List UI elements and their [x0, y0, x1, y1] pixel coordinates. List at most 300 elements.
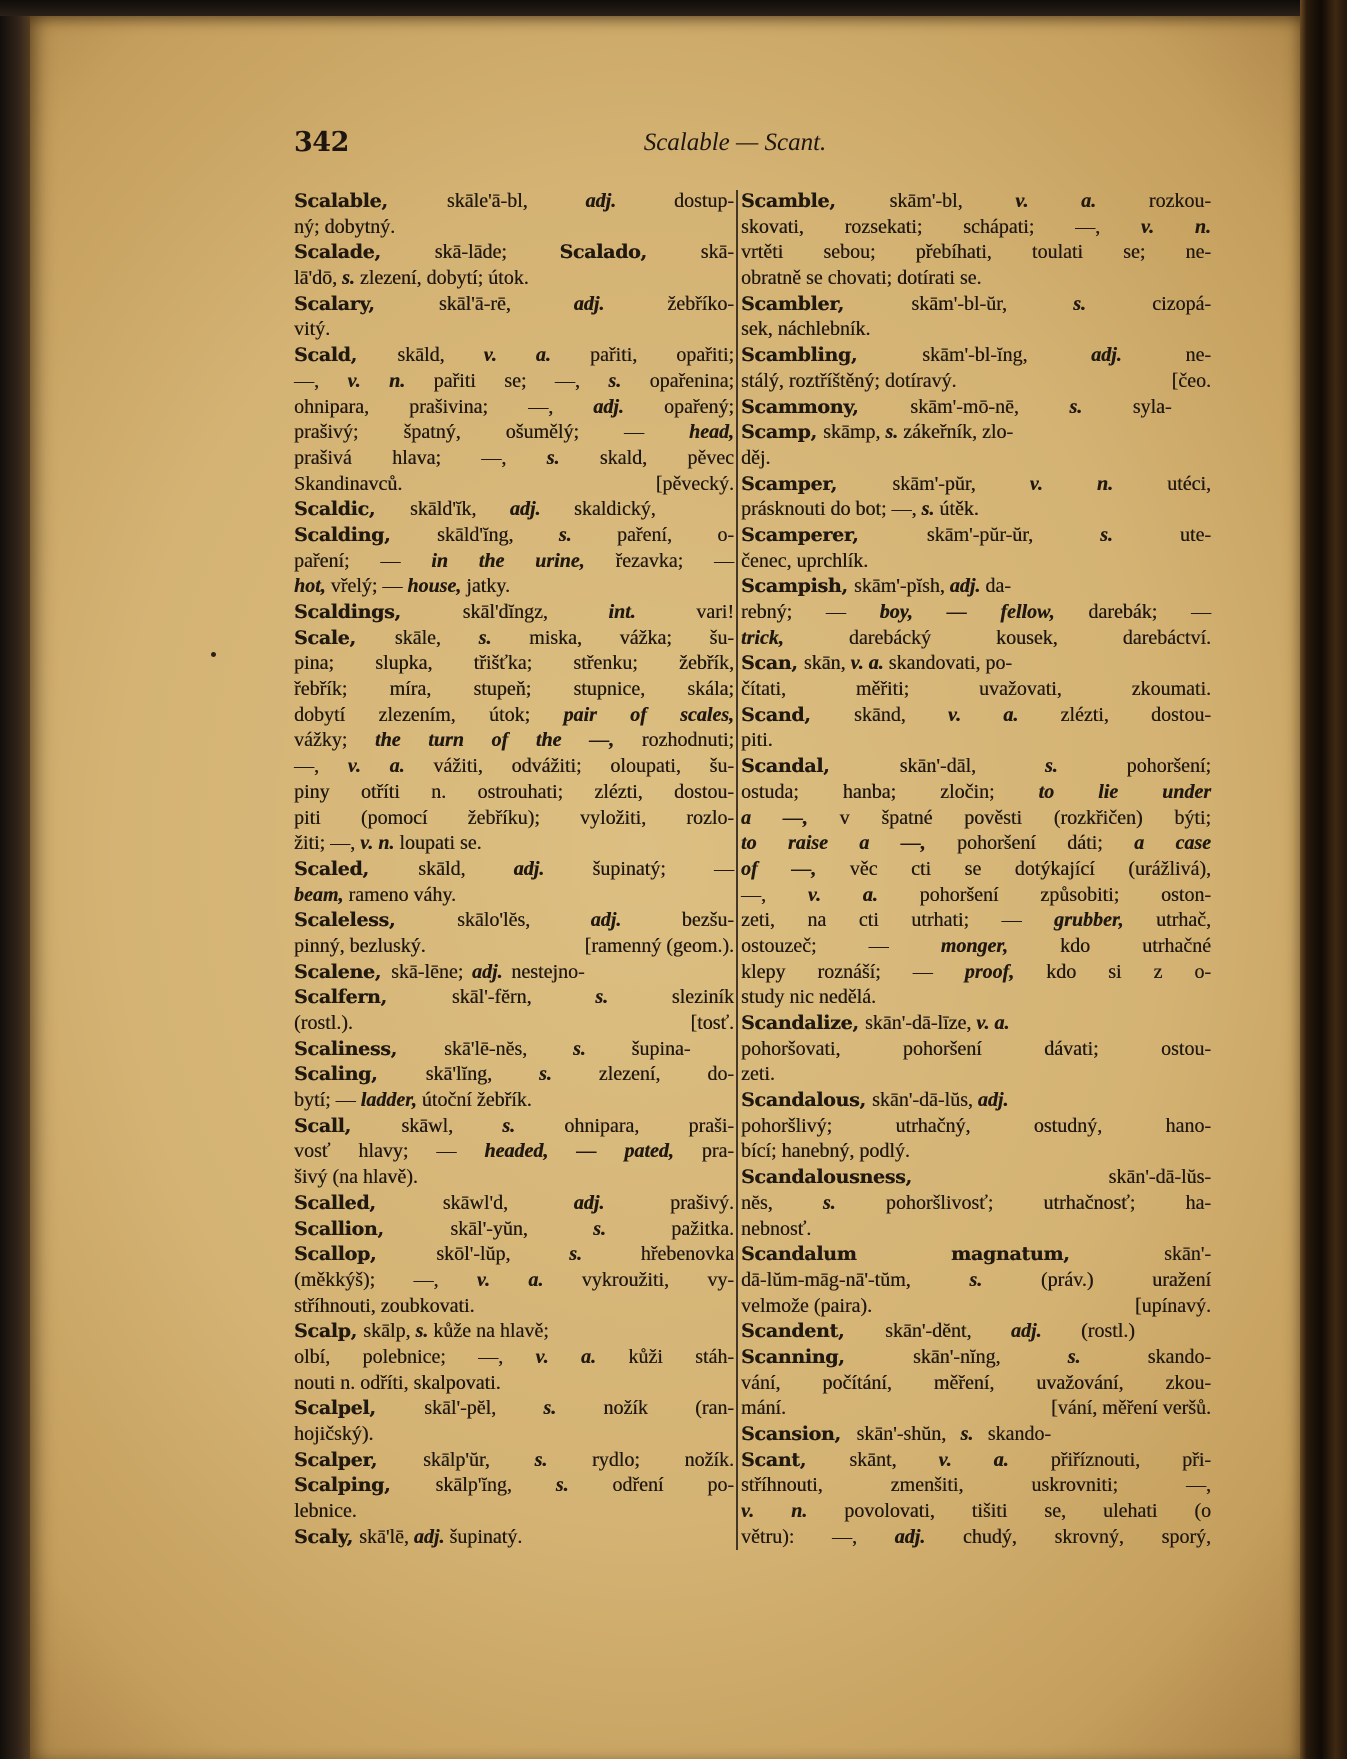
line-text [741, 1397, 786, 1419]
italic-label: s. [608, 369, 622, 392]
definition-text: povolovati, tišiti se, ulehati (o [807, 1500, 1212, 1523]
italic-label: s. [502, 1114, 516, 1137]
definition-text: darebák; — [1054, 601, 1211, 623]
dictionary-line [741, 1396, 1211, 1422]
definition-text: přiříznouti, při- [1008, 1448, 1211, 1471]
line-text: lebnice. [294, 1500, 357, 1523]
line-text [294, 550, 734, 572]
line-text [294, 396, 734, 418]
line-text [294, 1115, 734, 1137]
italic-label: adj. [590, 909, 622, 932]
dictionary-line [741, 1345, 1211, 1371]
italic-label: s. [543, 1397, 557, 1420]
line-text [741, 1166, 1211, 1188]
line-text [741, 293, 1211, 315]
italic-label: in the urine, [431, 549, 585, 572]
line-text [741, 1269, 1211, 1291]
dictionary-line [741, 317, 1211, 343]
line-text [294, 961, 585, 983]
definition-text: skovati, rozsekati; schápati; —, [741, 215, 1141, 238]
dictionary-line [741, 292, 1211, 318]
line-text [294, 421, 734, 443]
definition-text: sleziník [608, 986, 734, 1009]
definition-text: skām'-bl-ĭng, [922, 344, 1092, 367]
definition-text: nestejno- [502, 960, 585, 983]
line-text [294, 370, 734, 392]
definition-text: prašivá hlava; —, [294, 446, 547, 469]
headword: Scampish, [741, 575, 854, 598]
dictionary-line [294, 395, 734, 421]
headword: Scalary, [294, 292, 439, 315]
headword: Scammony, [741, 395, 911, 418]
margin-mark [211, 652, 216, 657]
italic-label: adj. [1010, 1320, 1042, 1343]
headword: Scalfern, [294, 986, 452, 1009]
definition-text: kdo utrhačné [1007, 934, 1211, 957]
italic-label: adj. [585, 190, 617, 212]
italic-label: of —, [741, 857, 817, 880]
italic-label: s. [960, 1423, 974, 1445]
italic-label: v. a. [938, 1448, 1009, 1471]
headword: Scalade, [294, 241, 435, 264]
dictionary-line [741, 1448, 1211, 1474]
line-text [741, 781, 1211, 803]
italic-label: v. a. [850, 652, 884, 675]
headword: Scale, [294, 626, 395, 649]
line-text [294, 1346, 734, 1368]
definition-text: řezavka; — [584, 549, 735, 572]
dictionary-line [294, 883, 734, 909]
line-text [741, 344, 1211, 366]
headword: Scant, [741, 1448, 850, 1471]
line-text [294, 524, 734, 546]
book-top-edge [0, 0, 1347, 16]
line-text [294, 575, 510, 597]
definition-text: vari! [635, 601, 734, 623]
definition-text: útoční žebřík. [416, 1089, 532, 1112]
definition-text: žiti; —, [294, 832, 361, 855]
definition-text: vykroužiti, vy- [543, 1268, 734, 1291]
definition-text: paření, o- [571, 523, 734, 546]
line-text [741, 704, 1211, 726]
dictionary-line [741, 908, 1211, 934]
dictionary-line [294, 446, 734, 472]
definition-text: pažitka. [605, 1217, 734, 1240]
definition-text: pařiti se; —, [405, 369, 609, 392]
headword: Scalado, [559, 241, 701, 264]
italic-label: adj. [472, 960, 503, 983]
definition-text: mání. [741, 1397, 786, 1420]
italic-label: s. [546, 446, 560, 469]
definition-text: rozhodnuti; [614, 729, 735, 752]
dictionary-line [294, 1062, 734, 1088]
definition-text: klepy roznáší; — [741, 960, 965, 983]
italic-label: adj. [894, 1525, 926, 1548]
definition-text: chudý, skrovný, sporý, [925, 1525, 1211, 1548]
headword: Scalper, [294, 1448, 424, 1471]
definition-text: skālp, [363, 1320, 416, 1343]
line-text [294, 1089, 532, 1111]
line-text [294, 447, 734, 469]
definition-text: (práv.) uražení [982, 1268, 1211, 1291]
line-text: piti (pomocí žebříku); vyložiti, rozlo- [294, 806, 734, 829]
headword: Scandal, [741, 755, 900, 778]
line-text [741, 1320, 1135, 1342]
line-text: pohoršlivý; utrhačný, ostudný, hano- [741, 1114, 1211, 1137]
dictionary-line [741, 420, 1211, 446]
dictionary-line [741, 780, 1211, 806]
headword: Scandalous, [741, 1089, 873, 1112]
definition-text: cizopá- [1085, 292, 1211, 315]
italic-label: s. [538, 1063, 552, 1086]
italic-label: headed, — pated, [484, 1140, 674, 1163]
dictionary-line [294, 651, 734, 677]
definition-text: skām'-pŭr, [892, 472, 1030, 495]
definition-text: skā-lāde; [434, 241, 560, 264]
dictionary-line [741, 215, 1211, 241]
dictionary-line [741, 240, 1211, 266]
line-text [294, 1192, 734, 1214]
definition-text: šupina- [585, 1037, 691, 1060]
headword: Scamperer, [741, 523, 927, 546]
definition-text: nĕs, [741, 1191, 823, 1214]
italic-label: s. [1044, 755, 1058, 778]
italic-label: v. a. [347, 755, 405, 778]
italic-label: adj. [513, 857, 545, 880]
headword: Scaled, [294, 857, 419, 880]
definition-text: kůži stáh- [595, 1345, 735, 1368]
italic-label: v. a. [947, 703, 1019, 726]
line-text [741, 1192, 1211, 1214]
dictionary-line [294, 831, 734, 857]
headword: Scandalum magnatum, [741, 1243, 1165, 1266]
line-text [741, 1295, 872, 1317]
definition-text: Skandinavců. [294, 472, 403, 495]
definition-text: bezšu- [621, 909, 734, 932]
line-text [741, 370, 957, 392]
column-divider [736, 190, 738, 1550]
dictionary-line [294, 317, 734, 343]
line-text [294, 241, 734, 263]
line-text: děj. [741, 446, 771, 469]
line-text: vání, počítání, měření, uvažování, zkou- [741, 1371, 1211, 1394]
line-text [741, 858, 1211, 880]
dictionary-line [741, 1242, 1211, 1268]
italic-label: boy, — fellow, [879, 601, 1055, 623]
dictionary-line [294, 420, 734, 446]
line-text: bící; hanebný, podlý. [741, 1140, 910, 1163]
definition-text: skando- [1080, 1345, 1211, 1368]
definition-text: věc cti se dotýkající (urážlivá), [816, 857, 1211, 880]
dictionary-line [294, 549, 734, 575]
italic-label: pair of scales, [563, 703, 734, 726]
line-text [294, 1269, 734, 1291]
dictionary-line [294, 1191, 734, 1217]
italic-label: s. [969, 1268, 983, 1291]
dictionary-line [741, 574, 1211, 600]
definition-text: (rostl.) [1041, 1320, 1135, 1343]
definition-text: skald, pěvec [559, 446, 734, 469]
definition-text: skandovati, po- [883, 652, 1012, 675]
headword: Scandent, [741, 1320, 886, 1343]
definition-text: skāld, [397, 344, 484, 367]
headword: Scallop, [294, 1243, 437, 1266]
definition-text: zákeřník, zlo- [898, 421, 1014, 444]
line-text [294, 832, 482, 854]
line-text [294, 884, 456, 906]
italic-label: adj. [593, 395, 624, 418]
line-text [294, 1243, 734, 1265]
continuation-tail: [ramenný (geom.). [584, 934, 734, 957]
italic-label: v. a. [476, 1268, 544, 1291]
line-text [294, 909, 734, 931]
line-text [294, 1038, 690, 1060]
definition-text: skāle'ā-bl, [446, 190, 586, 212]
line-text [741, 832, 1211, 854]
italic-label: s. [921, 498, 935, 521]
dictionary-line [294, 600, 734, 626]
dictionary-line [294, 934, 734, 960]
dictionary-line [741, 1088, 1211, 1114]
definition-text: skāl'-fĕrn, [451, 986, 596, 1009]
line-text: nouti n. odříti, skalpovati. [294, 1371, 501, 1394]
line-text [294, 729, 734, 751]
continuation-tail: [upínavý. [1134, 1294, 1211, 1317]
dictionary-line [294, 497, 734, 523]
definition-text: rydlo; nožík. [547, 1448, 734, 1471]
dictionary-line [294, 574, 734, 600]
definition-text: skān'-nĭng, [912, 1345, 1068, 1368]
definition-text: pinný, bezluský. [294, 934, 426, 957]
definition-text: utrhač, [1123, 909, 1211, 932]
line-text [741, 627, 1211, 649]
dictionary-line [294, 960, 734, 986]
definition-text: skān, [803, 652, 851, 675]
italic-label: monger, [940, 934, 1008, 957]
definition-text: kůže na hlavě; [428, 1320, 549, 1343]
book-spine [1300, 0, 1347, 1759]
line-text [294, 498, 656, 520]
dictionary-line [294, 780, 734, 806]
dictionary-line [741, 369, 1211, 395]
dictionary-line [294, 1396, 734, 1422]
line-text [294, 1012, 353, 1034]
dictionary-line [294, 1268, 734, 1294]
definition-text: opařený; [623, 395, 734, 418]
definition-text: skān'-dĕnt, [885, 1320, 1011, 1343]
dictionary-line [741, 266, 1211, 292]
line-text [294, 190, 734, 212]
italic-label: s. [555, 1474, 569, 1497]
headword: Scandalousness, [741, 1166, 1109, 1189]
line-text [741, 1526, 1211, 1548]
definition-text: rameno váhy. [343, 883, 456, 906]
headword: Scald, [294, 344, 398, 367]
italic-label: beam, [294, 883, 344, 906]
definition-text: pohoršení dáti; [925, 832, 1135, 855]
line-text [741, 396, 1172, 418]
definition-text: dobytí zlezením, útok; [294, 703, 564, 726]
definition-text: skāl'-pĕl, [424, 1397, 544, 1420]
line-text: pina; slupka, třišťka; střenku; žebřík, [294, 652, 734, 675]
line-text: pohoršovati, pohoršení dávati; ostou- [741, 1037, 1211, 1060]
italic-label: ladder, [360, 1089, 417, 1112]
dictionary-line [741, 1319, 1211, 1345]
dictionary-line [294, 292, 734, 318]
dictionary-line [294, 1473, 734, 1499]
dictionary-line [741, 472, 1211, 498]
headword: Scallion, [294, 1217, 451, 1240]
line-text: study nic nedělá. [741, 986, 876, 1009]
line-text [294, 267, 529, 289]
definition-text: skāwl, [401, 1114, 503, 1137]
headword: Scandalize, [741, 1012, 865, 1034]
italic-label: house, [407, 575, 462, 598]
definition-text: skā'lē, [359, 1525, 414, 1548]
definition-text: —, [294, 369, 348, 392]
line-text [294, 1526, 522, 1548]
line-text [294, 986, 734, 1008]
dictionary-line [294, 189, 734, 215]
italic-label: adj. [573, 292, 605, 315]
dictionary-line [741, 677, 1211, 703]
line-text: vitý. [294, 318, 331, 341]
definition-text: ohnipara, praši- [515, 1114, 734, 1137]
line-text [741, 524, 1211, 546]
headword: Scaly, [294, 1525, 360, 1548]
definition-text: (rostl.). [294, 1012, 353, 1034]
definition-text: ohnipara, prašivina; —, [294, 395, 594, 418]
dictionary-line [294, 908, 734, 934]
definition-text: utéci, [1113, 472, 1211, 495]
dictionary-line [741, 600, 1211, 626]
headword: Scambling, [741, 344, 923, 367]
headword: Scaleless, [294, 909, 458, 932]
definition-text: rozkou- [1096, 190, 1212, 212]
definition-text: pra- [673, 1140, 735, 1163]
definition-text: da- [980, 575, 1011, 598]
definition-text: prásknouti do bot; —, [741, 498, 922, 521]
headword: Scalp, [294, 1320, 364, 1343]
italic-label: adj. [949, 575, 981, 598]
dictionary-line [741, 806, 1211, 832]
dictionary-line [294, 472, 734, 498]
definition-text: skān'-shŭn, [856, 1423, 961, 1445]
definition-text: útěk. [934, 498, 979, 521]
line-text [294, 1218, 734, 1240]
dictionary-line [741, 703, 1211, 729]
italic-label: v. a. [483, 344, 551, 367]
italic-label: v. n. [360, 832, 395, 855]
dictionary-line [294, 1371, 734, 1397]
definition-text: ostouzeč; — [741, 934, 941, 957]
dictionary-line [294, 626, 734, 652]
dictionary-line [741, 857, 1211, 883]
book-left-edge [0, 0, 32, 1759]
definition-text: —, [741, 883, 808, 906]
line-text: stříhnouti, zoubkovati. [294, 1294, 475, 1317]
definition-text: vážky; [294, 729, 375, 752]
definition-text: skā'lē-nĕs, [444, 1037, 573, 1060]
dictionary-line [741, 1037, 1211, 1063]
definition-text: hřebenovka [581, 1243, 734, 1266]
line-text [294, 704, 734, 726]
italic-label: s. [1100, 523, 1113, 546]
italic-label: s. [534, 1448, 548, 1471]
dictionary-line [294, 985, 734, 1011]
definition-text: skām'-pŭr-ŭr, [926, 523, 1101, 546]
dictionary-line [294, 240, 734, 266]
definition-text: vážiti, odvážiti; oloupati, šu- [404, 755, 735, 778]
definition-text: skān'- [1164, 1243, 1211, 1266]
headword: Scalpel, [294, 1397, 425, 1420]
left-column [294, 189, 734, 1550]
line-text [741, 1449, 1211, 1471]
definition-text: skālo'lĕs, [457, 909, 591, 932]
line-text [741, 884, 1211, 906]
line-text [741, 1012, 1009, 1034]
line-text [741, 1346, 1211, 1368]
italic-label: s. [1069, 395, 1083, 418]
line-text [741, 601, 1211, 623]
dictionary-line [741, 960, 1211, 986]
definition-text: skāwl'd, [442, 1191, 574, 1214]
line-text [294, 627, 734, 649]
headword: Scalene, [294, 960, 392, 983]
definition-text: skām'-bl-ŭr, [911, 292, 1074, 315]
headword: Scalding, [294, 523, 438, 546]
line-text [294, 1397, 734, 1419]
definition-text: opařenina; [621, 369, 735, 392]
definition-text: ute- [1112, 523, 1211, 546]
dictionary-line [294, 1242, 734, 1268]
dictionary-line [294, 806, 734, 832]
definition-text: zlézti, dostou- [1018, 703, 1211, 726]
definition-text: dā-lŭm-māg-nā'-tŭm, [741, 1268, 970, 1291]
dictionary-line [294, 1088, 734, 1114]
line-text [741, 190, 1211, 212]
dictionary-line [294, 1139, 734, 1165]
italic-label: s. [885, 421, 899, 444]
definition-text: skāl'ā-rē, [438, 292, 574, 315]
definition-text: skān'-dā-lŭs- [1108, 1166, 1211, 1189]
line-text [741, 935, 1211, 957]
line-text [294, 858, 734, 880]
headword: Scaling, [294, 1063, 426, 1086]
headword: Scalping, [294, 1474, 436, 1497]
line-text: ný; dobytný. [294, 215, 396, 238]
definition-text: skān'-dāl, [899, 755, 1045, 778]
dictionary-line [294, 1217, 734, 1243]
line-text [294, 1320, 549, 1342]
line-text [741, 498, 979, 520]
line-text [741, 1423, 1051, 1445]
dictionary-line [294, 1525, 734, 1551]
dictionary-line [294, 703, 734, 729]
definition-text: zeti, na cti utrhati; — [741, 909, 1055, 932]
dictionary-line [294, 1165, 734, 1191]
italic-label: v. n. [1140, 215, 1211, 238]
italic-label: s. [1067, 1345, 1081, 1368]
definition-text: jatky. [461, 575, 510, 598]
dictionary-line [741, 1191, 1211, 1217]
dictionary-line [294, 215, 734, 241]
dictionary-line [741, 446, 1211, 472]
definition-text: skā'lĭng, [425, 1063, 539, 1086]
dictionary-line [741, 1011, 1211, 1037]
italic-label: v. n. [1029, 472, 1114, 495]
dictionary-line [741, 883, 1211, 909]
